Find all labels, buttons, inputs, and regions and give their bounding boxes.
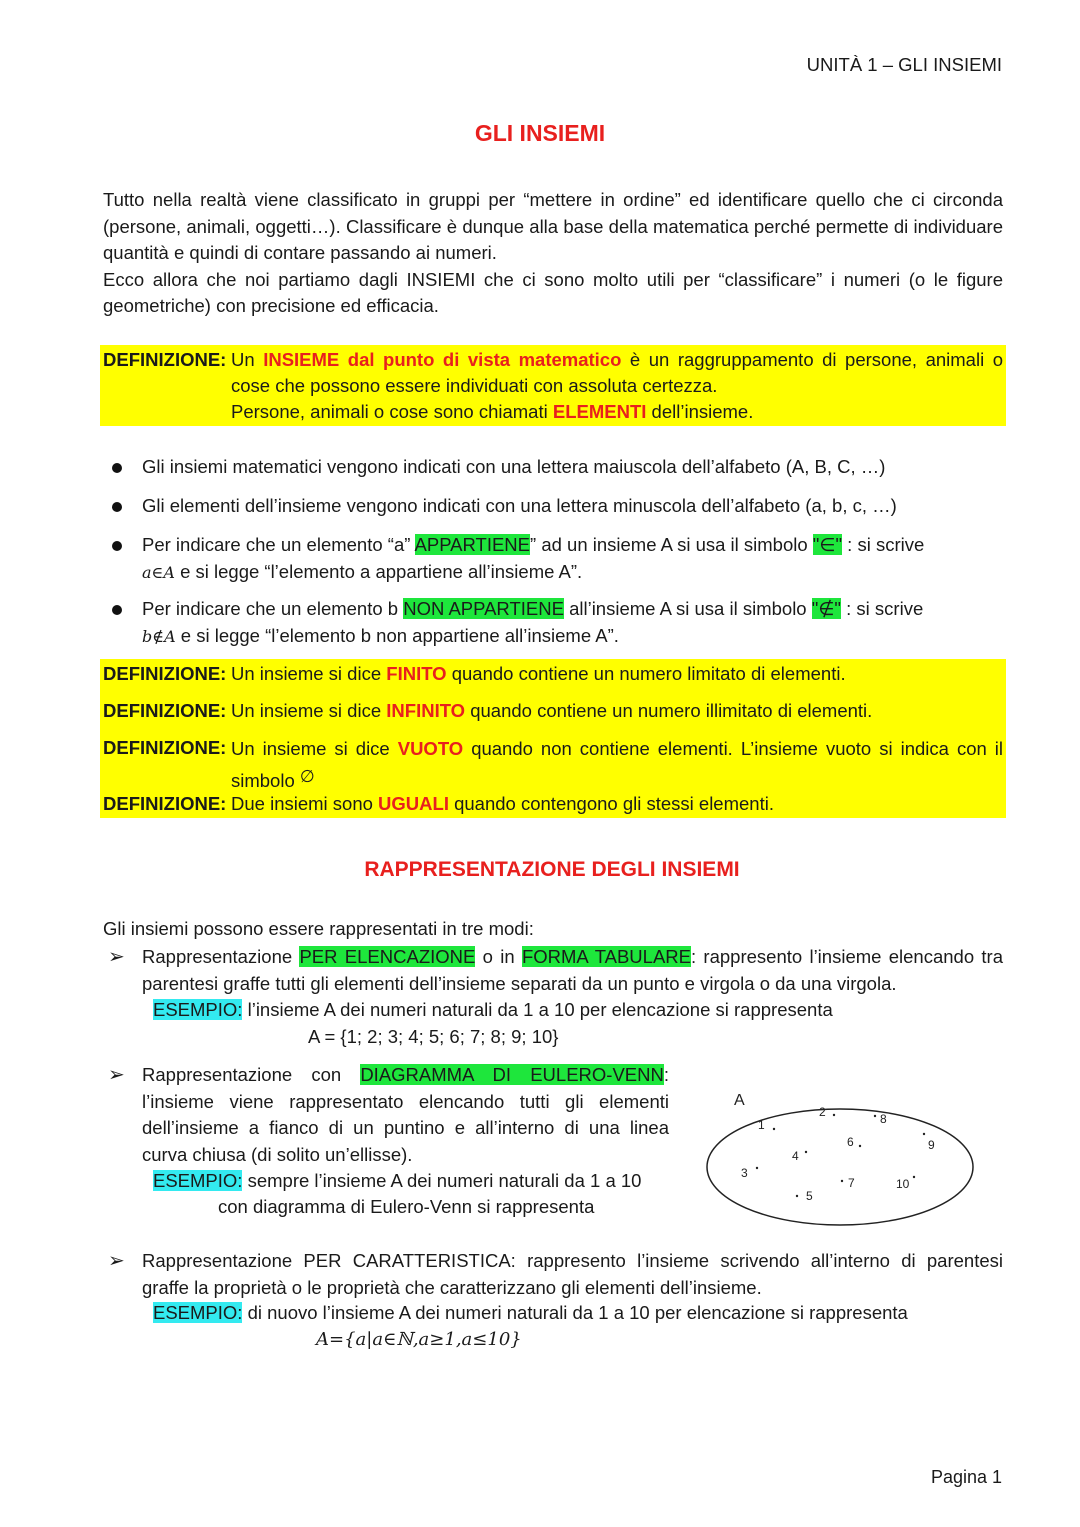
venn-dot (923, 1133, 925, 1135)
venn-element-1: 1 (758, 1118, 765, 1132)
venn-highlight: DIAGRAMMA DI EULERO-VENN (360, 1064, 664, 1085)
venn-set-label: A (734, 1092, 745, 1109)
bullet-icon (112, 541, 122, 551)
bullet-icon (112, 463, 122, 473)
definition-insieme: DEFINIZIONE: Un INSIEME dal punto di vista matematico è un raggruppamento di persone, animali o cose che possono essere individuati con assoluta certezza. Persone, animali o cose sono chiamati ELEMENTI dell’insieme. (103, 347, 1003, 425)
empty-set-symbol: ∅ (299, 767, 315, 787)
elementi-highlight: ELEMENTI (552, 401, 647, 422)
representation-caratteristica: Rappresentazione PER CARATTERISTICA: rappresento l’insieme scrivendo all’interno di parentesi graffe la proprietà o le proprietà che caratterizzano gli elementi dell’insieme. (142, 1250, 1003, 1298)
vuoto-highlight: VUOTO (397, 738, 464, 759)
representation-elencazione: Rappresentazione PER ELENCAZIONE o in FORMA TABULARE: rappresento l’insieme elencando tra parentesi graffe tutti gli elementi dell’insieme separati da un punto e virgola o da una virgola. (142, 946, 1003, 994)
esempio-label: ESEMPIO: (153, 1302, 243, 1323)
page-number: Pagina 1 (930, 1467, 1002, 1487)
arrow-bullet-icon: ➢ (108, 1064, 125, 1086)
tabulare-highlight: FORMA TABULARE (521, 946, 691, 967)
page-header: UNITÀ 1 – GLI INSIEMI (806, 54, 1002, 75)
bullet-item-1: Gli insiemi matematici vengono indicati con una lettera maiuscola dell’alfabeto (A, B, C, …) (142, 456, 886, 477)
set-caratteristica: A={a|a∈ℕ,a≥1,a≤10} (316, 1329, 522, 1350)
venn-element-7: 7 (848, 1176, 855, 1190)
appartiene-symbol: "∈" (812, 534, 843, 555)
definition-label: DEFINIZIONE: (103, 663, 227, 684)
elencazione-highlight: PER ELENCAZIONE (299, 946, 476, 967)
venn-dot (756, 1167, 758, 1169)
bullet-item-4: Per indicare che un elemento b NON APPARTIENE all’insieme A si usa il simbolo "∉" : si scrive b∉A e si legge “l’elemento b non appartiene all’insieme A”. (142, 598, 924, 646)
example-elencazione: ESEMPIO: l’insieme A dei numeri naturali da 1 a 10 per elencazione si rappresenta (153, 999, 833, 1020)
arrow-bullet-icon: ➢ (108, 1250, 125, 1272)
venn-element-6: 6 (847, 1135, 854, 1149)
definition-insieme-text: Un INSIEME dal punto di vista matematico è un raggruppamento di persone, animali o cose che possono essere individuati con assoluta certezza. Persone, animali o cose sono chiamati ELEMENTI dell’insieme. (231, 349, 1003, 422)
non-appartiene-symbol: "∉" (811, 598, 841, 619)
definition-label: DEFINIZIONE: (103, 737, 227, 758)
venn-dot (796, 1195, 798, 1197)
venn-dot (773, 1128, 775, 1130)
venn-dot (805, 1151, 807, 1153)
definition-label: DEFINIZIONE (103, 349, 221, 370)
venn-dot (859, 1145, 861, 1147)
venn-diagram (700, 1085, 980, 1235)
bullet-item-3: Per indicare che un elemento “a” APPARTIENE” ad un insieme A si usa il simbolo "∈" : si scrive a∈A e si legge “l’elemento a appartiene all’insieme A”. (142, 534, 925, 582)
intro-paragraph-1: Tutto nella realtà viene classificato in gruppi per “mettere in ordine” ed identificare quello che ci circonda (persone, animali, oggetti…). Classificare è dunque alla base della matematica perché permette di individuare quantità e quindi di contare passando ai numeri. (103, 189, 1003, 263)
venn-element-5: 5 (806, 1189, 813, 1203)
insieme-highlight: INSIEME dal punto di vista matematico (263, 349, 622, 370)
finito-highlight: FINITO (386, 663, 447, 684)
infinito-highlight: INFINITO (386, 700, 466, 721)
definition-label: DEFINIZIONE: (103, 793, 227, 814)
section-intro: Gli insiemi possono essere rappresentati in tre modi: (103, 918, 534, 939)
intro-paragraph-2: Ecco allora che noi partiamo dagli INSIEMI che ci sono molto utili per “classificare” i numeri (o le figure geometriche) con precisione ed efficacia. (103, 268, 1003, 316)
non-appartiene-highlight: NON APPARTIENE (403, 598, 564, 619)
definition-label: DEFINIZIONE: (103, 700, 227, 721)
example-venn-line2: con diagramma di Eulero-Venn si rappresenta (218, 1196, 595, 1217)
example-venn: ESEMPIO: sempre l’insieme A dei numeri naturali da 1 a 10 (153, 1170, 642, 1191)
section-title: RAPPRESENTAZIONE DEGLI INSIEMI (364, 858, 740, 881)
venn-element-10: 10 (896, 1177, 910, 1191)
intro-text (103, 187, 1003, 320)
example-caratteristica: ESEMPIO: di nuovo l’insieme A dei numeri naturali da 1 a 10 per elencazione si rappresenta (153, 1302, 908, 1323)
venn-dot (833, 1114, 835, 1116)
venn-element-2: 2 (819, 1105, 826, 1119)
bullet-icon (112, 502, 122, 512)
venn-element-4: 4 (792, 1149, 799, 1163)
esempio-label: ESEMPIO: (153, 1170, 243, 1191)
appartiene-formula: a∈A (142, 562, 175, 582)
page-title: GLI INSIEMI (474, 120, 606, 146)
appartiene-highlight: APPARTIENE (414, 534, 531, 555)
non-appartiene-formula: b∉A (142, 626, 176, 646)
arrow-bullet-icon: ➢ (108, 946, 125, 968)
venn-element-3: 3 (741, 1166, 748, 1180)
bullet-icon (112, 605, 122, 615)
uguali-highlight: UGUALI (378, 793, 449, 814)
venn-dot (913, 1176, 915, 1178)
venn-element-9: 9 (928, 1138, 935, 1152)
representation-venn: Rappresentazione con DIAGRAMMA DI EULERO-VENN: l’insieme viene rappresentato elencando tutti gli elementi dell’insieme a fianco di un puntino e all’interno di una linea curva chiusa (di solito un’ellisse). (142, 1064, 669, 1165)
esempio-label: ESEMPIO: (153, 999, 243, 1020)
set-elencazione: A = {1; 2; 3; 4; 5; 6; 7; 8; 9; 10} (308, 1026, 559, 1047)
venn-element-8: 8 (880, 1112, 887, 1126)
venn-dot (841, 1180, 843, 1182)
venn-dot (874, 1115, 876, 1117)
bullet-item-2: Gli elementi dell’insieme vengono indicati con una lettera minuscola dell’alfabeto (a, b, c, …) (142, 495, 897, 516)
